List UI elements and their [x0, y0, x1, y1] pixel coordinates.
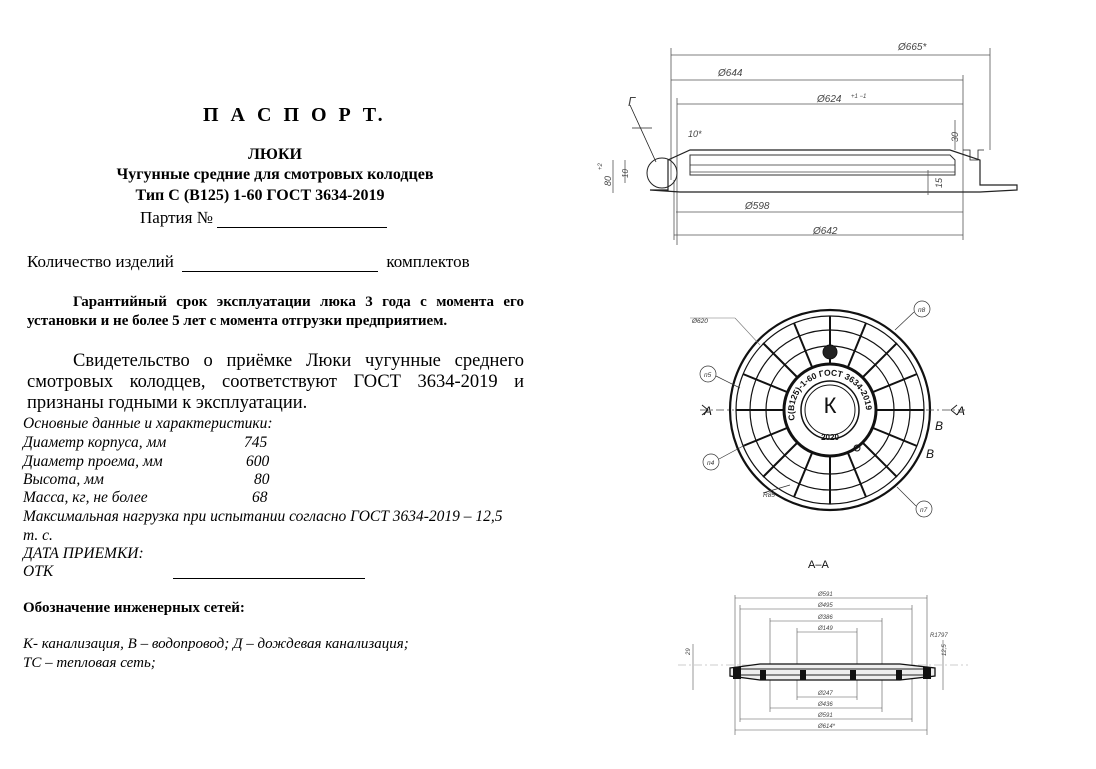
note-8: п8	[918, 307, 926, 314]
product-name: ЛЮКИ	[248, 146, 302, 163]
specs-heading: Основные данные и характеристики:	[23, 415, 273, 432]
dim-591: Ø591	[818, 592, 833, 598]
radius-1797: R1797	[930, 633, 948, 639]
detail-label: Г	[628, 94, 636, 109]
dim-591b: Ø591	[818, 713, 833, 719]
dim-620: Ø620	[692, 318, 708, 325]
party-label: Партия №	[140, 208, 213, 227]
dim-15: 15	[934, 177, 944, 188]
dim-10b: 10	[621, 169, 630, 178]
dim-614: Ø614*	[818, 724, 836, 730]
max-load-text: Максимальная нагрузка при испытании согласно ГОСТ 3634-2019 – 12,5	[23, 508, 503, 525]
section-b-bottom: В	[926, 447, 935, 461]
spec-label: Масса, кг, не более	[23, 489, 148, 506]
dim-642: Ø642	[813, 226, 838, 237]
standard-ring-text: С(В125)-1-60 ГОСТ 3634-2019	[785, 367, 875, 422]
dim-247: Ø247	[818, 691, 833, 697]
dim-149: Ø149	[818, 626, 833, 632]
product-type: Тип С (В125) 1-60 ГОСТ 3634-2019	[135, 187, 385, 204]
dim-80: 80	[603, 175, 613, 186]
dim-80-tol: +2	[598, 163, 604, 170]
otk-label: ОТК	[23, 563, 54, 580]
dim-624: Ø624	[817, 94, 842, 105]
dim-624-tol: +1 −1	[851, 94, 867, 100]
section-aa-title: А–А	[808, 559, 829, 571]
networks-heading: Обозначение инженерных сетей:	[23, 600, 245, 616]
networks-line-1: К- канализация, В – водопровод; Д – дождевая канализация;	[23, 636, 409, 652]
height-12: 12,5	[942, 644, 948, 656]
cross-section-drawing	[613, 48, 1017, 245]
dim-665: Ø665*	[898, 42, 927, 53]
certificate-text: Свидетельство о приёмке Люки чугунные среднего смотровых колодцев, соответствуют ГОСТ 3634-2019 и признаны годными к эксплуатации.	[27, 351, 524, 413]
dim-644: Ø644	[718, 68, 743, 79]
quantity-unit: комплектов	[386, 252, 470, 271]
section-a-left: А	[704, 404, 713, 418]
spec-value: 80	[254, 471, 270, 488]
spec-value: 600	[246, 453, 270, 470]
product-description: Чугунные средние для смотровых колодцев	[116, 166, 434, 183]
section-b-top: В	[935, 419, 944, 433]
section-a-right: А	[957, 404, 966, 418]
networks-line-2: ТС – тепловая сеть;	[23, 655, 156, 671]
year-mark: 2020	[821, 433, 839, 442]
spec-label: Высота, мм	[23, 471, 104, 488]
spec-label: Диаметр проема, мм	[23, 453, 163, 470]
dim-436: Ø436	[818, 702, 833, 708]
spec-value: 745	[244, 434, 268, 451]
max-load-unit: т. с.	[23, 527, 53, 544]
dim-30: 30	[950, 131, 960, 142]
passport-title: П А С П О Р Т.	[203, 104, 387, 126]
spec-value: 68	[252, 489, 268, 506]
note-7: п7	[920, 507, 928, 514]
dim-495: Ø495	[818, 603, 833, 609]
acceptance-date-label: ДАТА ПРИЕМКИ:	[23, 545, 144, 562]
quantity-label: Количество изделий	[27, 252, 174, 271]
warranty-text: Гарантийный срок эксплуатации люка 3 года с момента его установки и не более 5 лет с момента отгрузки предприятием.	[27, 294, 524, 329]
dim-10: 10*	[688, 129, 702, 139]
dim-598: Ø598	[745, 201, 770, 212]
note-5: п5	[704, 372, 712, 379]
dim-386: Ø386	[818, 615, 833, 621]
network-letter: К	[823, 393, 837, 418]
height-29: 29	[686, 648, 692, 655]
cross-section-labels	[598, 42, 960, 237]
spec-label: Диаметр корпуса, мм	[23, 434, 167, 451]
note-4: п4	[707, 460, 715, 467]
radius-85: R85	[763, 492, 775, 499]
section-aa-labels	[686, 559, 948, 730]
